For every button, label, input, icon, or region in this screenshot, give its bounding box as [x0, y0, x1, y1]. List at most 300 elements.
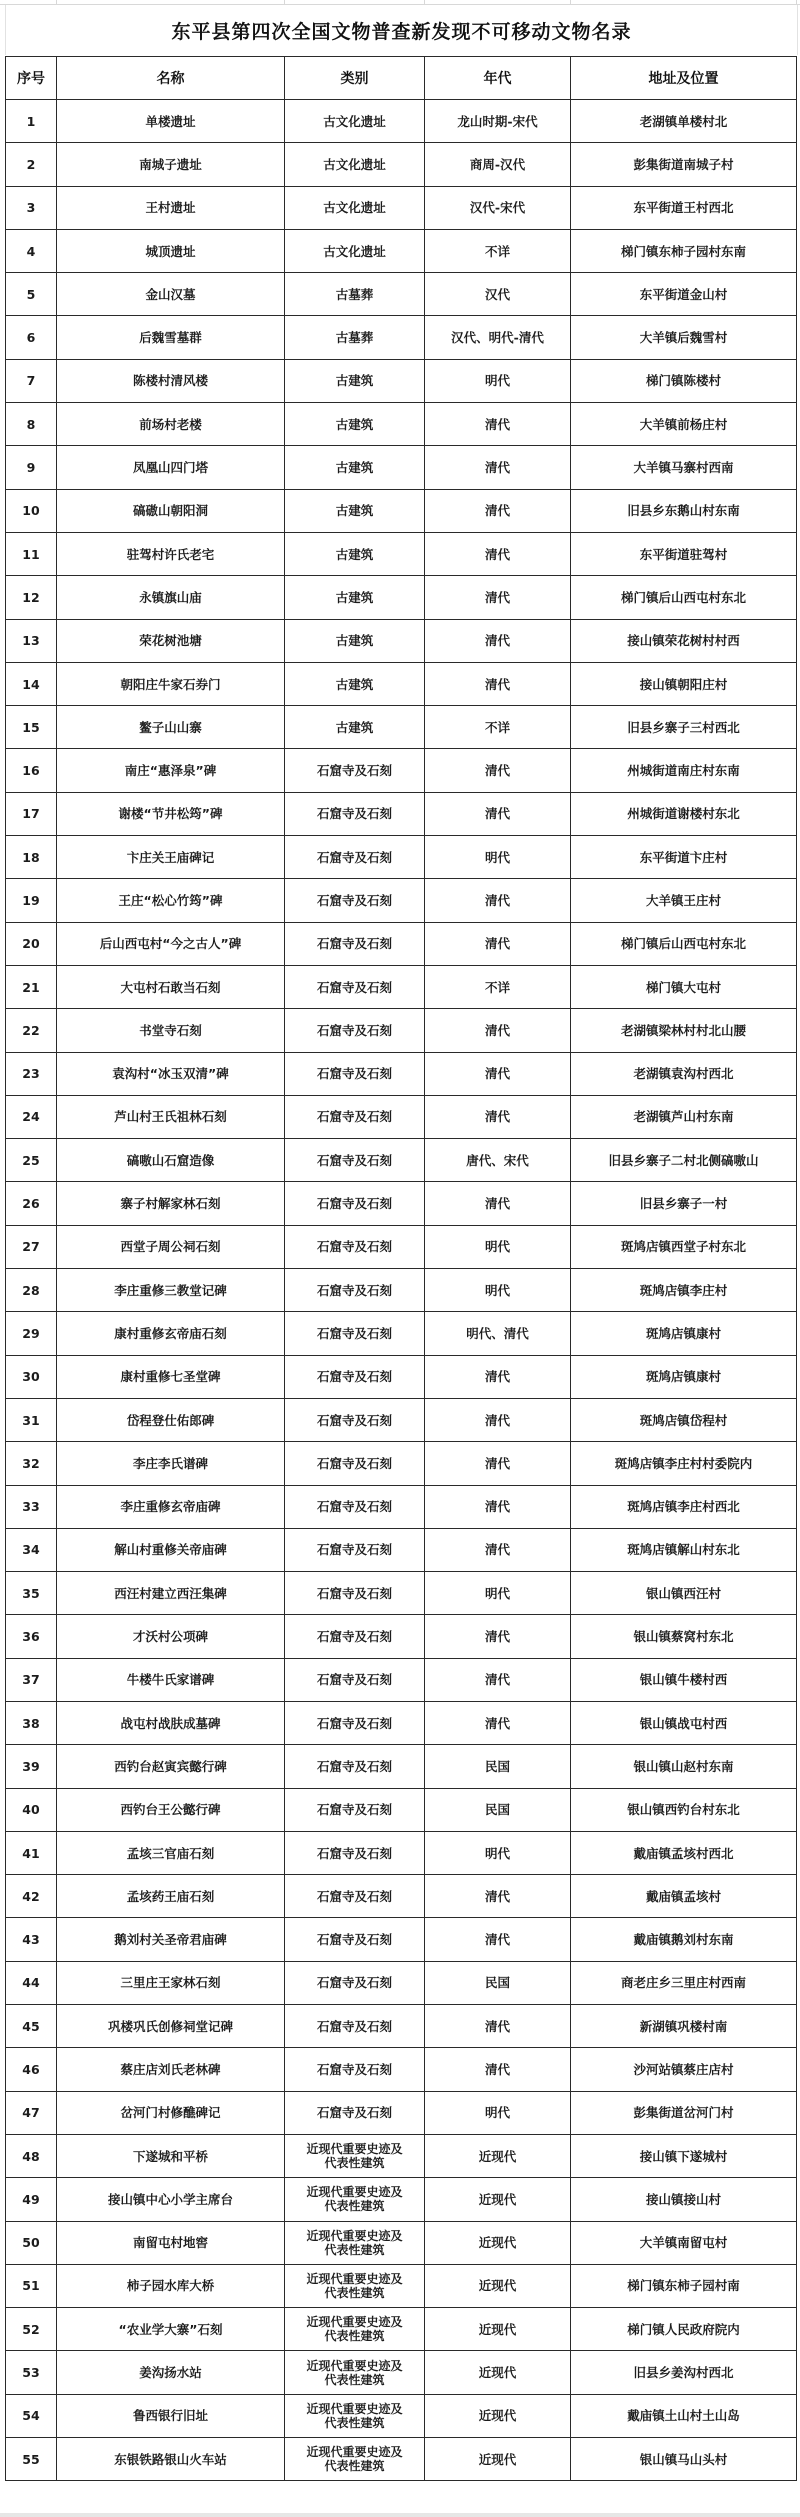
table-row [6, 1745, 797, 1788]
cell-era: 民国 [425, 1745, 571, 1788]
cell-name: “农业学大寨”石刻 [57, 2308, 285, 2351]
cell-location: 商老庄乡三里庄村西南 [571, 1961, 797, 2004]
cell-era: 唐代、宋代 [425, 1139, 571, 1182]
cell-category: 石窟寺及石刻 [285, 1745, 425, 1788]
cell-name: 王庄“松心竹筠”碑 [57, 879, 285, 922]
cell-era: 清代 [425, 1052, 571, 1095]
cell-era: 清代 [425, 792, 571, 835]
table-row [6, 576, 797, 619]
cell-index: 6 [6, 316, 57, 359]
table-row [6, 662, 797, 705]
table-row [6, 1961, 797, 2004]
cell-index: 40 [6, 1788, 57, 1831]
table-row [6, 922, 797, 965]
table-row [6, 1139, 797, 1182]
table-row [6, 1182, 797, 1225]
table-row [6, 1312, 797, 1355]
cell-index: 31 [6, 1398, 57, 1441]
cell-location: 州城街道南庄村东南 [571, 749, 797, 792]
cell-category: 石窟寺及石刻 [285, 1312, 425, 1355]
cell-era: 龙山时期-宋代 [425, 100, 571, 143]
cell-category: 石窟寺及石刻 [285, 1572, 425, 1615]
cell-era: 民国 [425, 1788, 571, 1831]
table-row [6, 1788, 797, 1831]
cell-location: 大羊镇前杨庄村 [571, 403, 797, 446]
cell-era: 清代 [425, 1442, 571, 1485]
cell-category: 近现代重要史迹及 代表性建筑 [285, 2438, 425, 2481]
table-header-row [6, 57, 797, 100]
table-row [6, 2351, 797, 2394]
cell-category: 石窟寺及石刻 [285, 1701, 425, 1744]
cell-location: 新湖镇巩楼村南 [571, 2005, 797, 2048]
table-row [6, 186, 797, 229]
cell-index: 2 [6, 143, 57, 186]
table-row [6, 2048, 797, 2091]
cell-name: 岔河门村修醮碑记 [57, 2091, 285, 2134]
cell-name: 王村遗址 [57, 186, 285, 229]
cell-location: 斑鸠店镇解山村东北 [571, 1528, 797, 1571]
table-row [6, 229, 797, 272]
cell-index: 27 [6, 1225, 57, 1268]
cell-era: 明代 [425, 359, 571, 402]
cell-name: 永镇旗山庙 [57, 576, 285, 619]
cell-category: 石窟寺及石刻 [285, 792, 425, 835]
cell-location: 戴庙镇鹅刘村东南 [571, 1918, 797, 1961]
table-row [6, 532, 797, 575]
cell-name: 康村重修玄帝庙石刻 [57, 1312, 285, 1355]
cell-index: 36 [6, 1615, 57, 1658]
cell-location: 斑鸠店镇康村 [571, 1355, 797, 1398]
table-row [6, 446, 797, 489]
cell-index: 1 [6, 100, 57, 143]
cell-location: 大羊镇马寨村西南 [571, 446, 797, 489]
cell-index: 35 [6, 1572, 57, 1615]
cell-category: 石窟寺及石刻 [285, 749, 425, 792]
cell-location: 梯门镇后山西屯村东北 [571, 922, 797, 965]
cell-location: 旧县乡寨子一村 [571, 1182, 797, 1225]
cell-name: 芦山村王氏祖林石刻 [57, 1095, 285, 1138]
cell-index: 11 [6, 532, 57, 575]
cell-category: 古文化遗址 [285, 143, 425, 186]
cell-index: 53 [6, 2351, 57, 2394]
cell-era: 清代 [425, 1182, 571, 1225]
cell-name: 柿子园水库大桥 [57, 2264, 285, 2307]
cell-era: 清代 [425, 1875, 571, 1918]
cell-index: 38 [6, 1701, 57, 1744]
cell-category: 石窟寺及石刻 [285, 2005, 425, 2048]
cell-location: 东平街道驻驾村 [571, 532, 797, 575]
cell-location: 戴庙镇孟垓村西北 [571, 1831, 797, 1874]
cell-name: 下遂城和平桥 [57, 2134, 285, 2177]
cell-name: 碻磝山朝阳洞 [57, 489, 285, 532]
cell-name: 谢楼“节井松筠”碑 [57, 792, 285, 835]
cell-era: 清代 [425, 662, 571, 705]
cell-name: 荣花树池塘 [57, 619, 285, 662]
cell-location: 戴庙镇土山村土山岛 [571, 2394, 797, 2437]
cell-category: 石窟寺及石刻 [285, 1225, 425, 1268]
cell-index: 34 [6, 1528, 57, 1571]
column-header-index: 序号 [6, 57, 57, 100]
table-row [6, 1398, 797, 1441]
table-row [6, 619, 797, 662]
table-row [6, 2005, 797, 2048]
heritage-list-table [5, 56, 797, 2481]
cell-index: 45 [6, 2005, 57, 2048]
cell-era: 清代 [425, 1485, 571, 1528]
cell-name: 岱程登仕佑郎碑 [57, 1398, 285, 1441]
table-row [6, 706, 797, 749]
cell-category: 石窟寺及石刻 [285, 1615, 425, 1658]
cell-era: 清代 [425, 1918, 571, 1961]
cell-index: 51 [6, 2264, 57, 2307]
cell-index: 16 [6, 749, 57, 792]
table-row [6, 1918, 797, 1961]
cell-category: 石窟寺及石刻 [285, 1961, 425, 2004]
cell-location: 州城街道谢楼村东北 [571, 792, 797, 835]
cell-index: 22 [6, 1009, 57, 1052]
cell-index: 4 [6, 229, 57, 272]
cell-index: 39 [6, 1745, 57, 1788]
cell-era: 清代 [425, 619, 571, 662]
table-row [6, 2134, 797, 2177]
cell-category: 石窟寺及石刻 [285, 1528, 425, 1571]
cell-name: 寨子村解家林石刻 [57, 1182, 285, 1225]
table-row [6, 792, 797, 835]
cell-location: 东平街道金山村 [571, 273, 797, 316]
cell-name: 南留屯村地窖 [57, 2221, 285, 2264]
cell-category: 石窟寺及石刻 [285, 1009, 425, 1052]
cell-category: 近现代重要史迹及 代表性建筑 [285, 2221, 425, 2264]
cell-category: 古建筑 [285, 662, 425, 705]
cell-location: 梯门镇人民政府院内 [571, 2308, 797, 2351]
cell-era: 近现代 [425, 2438, 571, 2481]
cell-category: 石窟寺及石刻 [285, 965, 425, 1008]
table-row [6, 879, 797, 922]
table-row [6, 1658, 797, 1701]
cell-location: 接山镇下遂城村 [571, 2134, 797, 2177]
cell-category: 石窟寺及石刻 [285, 1182, 425, 1225]
cell-era: 近现代 [425, 2351, 571, 2394]
cell-name: 巩楼巩氏创修祠堂记碑 [57, 2005, 285, 2048]
cell-index: 55 [6, 2438, 57, 2481]
cell-location: 接山镇朝阳庄村 [571, 662, 797, 705]
cell-era: 清代 [425, 489, 571, 532]
cell-category: 石窟寺及石刻 [285, 1485, 425, 1528]
cell-category: 古墓葬 [285, 273, 425, 316]
cell-era: 汉代 [425, 273, 571, 316]
cell-era: 明代 [425, 1269, 571, 1312]
cell-category: 古建筑 [285, 706, 425, 749]
table-row [6, 2091, 797, 2134]
cell-location: 梯门镇大屯村 [571, 965, 797, 1008]
cell-era: 清代 [425, 922, 571, 965]
table-row [6, 749, 797, 792]
cell-location: 银山镇战屯村西 [571, 1701, 797, 1744]
cell-location: 旧县乡寨子三村西北 [571, 706, 797, 749]
cell-era: 近现代 [425, 2394, 571, 2437]
cell-index: 26 [6, 1182, 57, 1225]
cell-category: 石窟寺及石刻 [285, 1918, 425, 1961]
cell-category: 石窟寺及石刻 [285, 879, 425, 922]
cell-era: 清代 [425, 1398, 571, 1441]
cell-location: 接山镇荣花树村村西 [571, 619, 797, 662]
cell-index: 15 [6, 706, 57, 749]
cell-era: 清代 [425, 446, 571, 489]
cell-era: 清代 [425, 403, 571, 446]
cell-name: 西钓台赵寅宾懿行碑 [57, 1745, 285, 1788]
table-row [6, 403, 797, 446]
cell-name: 卞庄关王庙碑记 [57, 836, 285, 879]
cell-index: 18 [6, 836, 57, 879]
cell-location: 大羊镇王庄村 [571, 879, 797, 922]
column-header-name: 名称 [57, 57, 285, 100]
cell-era: 近现代 [425, 2308, 571, 2351]
table-row [6, 2264, 797, 2307]
cell-index: 29 [6, 1312, 57, 1355]
cell-category: 石窟寺及石刻 [285, 836, 425, 879]
cell-name: 西堂子周公祠石刻 [57, 1225, 285, 1268]
cell-category: 石窟寺及石刻 [285, 1788, 425, 1831]
cell-category: 古文化遗址 [285, 100, 425, 143]
table-row [6, 359, 797, 402]
cell-category: 近现代重要史迹及 代表性建筑 [285, 2351, 425, 2394]
cell-location: 老湖镇梁林村村北山腰 [571, 1009, 797, 1052]
cell-location: 斑鸠店镇西堂子村东北 [571, 1225, 797, 1268]
cell-name: 凤凰山四门塔 [57, 446, 285, 489]
table-row [6, 143, 797, 186]
cell-category: 石窟寺及石刻 [285, 1398, 425, 1441]
table-row [6, 1485, 797, 1528]
cell-index: 8 [6, 403, 57, 446]
cell-name: 李庄李氏谱碑 [57, 1442, 285, 1485]
cell-era: 清代 [425, 1615, 571, 1658]
cell-category: 石窟寺及石刻 [285, 1875, 425, 1918]
cell-location: 银山镇马山头村 [571, 2438, 797, 2481]
cell-index: 13 [6, 619, 57, 662]
cell-name: 西汪村建立西汪集碑 [57, 1572, 285, 1615]
cell-era: 汉代、明代-清代 [425, 316, 571, 359]
cell-era: 近现代 [425, 2221, 571, 2264]
gridline [284, 0, 285, 4]
cell-category: 近现代重要史迹及 代表性建筑 [285, 2134, 425, 2177]
cell-era: 明代 [425, 1831, 571, 1874]
cell-era: 近现代 [425, 2264, 571, 2307]
gridline [424, 0, 425, 4]
table-row [6, 1442, 797, 1485]
cell-category: 古建筑 [285, 532, 425, 575]
cell-name: 鹅刘村关圣帝君庙碑 [57, 1918, 285, 1961]
cell-era: 不详 [425, 229, 571, 272]
cell-category: 古建筑 [285, 619, 425, 662]
cell-era: 清代 [425, 1528, 571, 1571]
cell-location: 银山镇山赵村东南 [571, 1745, 797, 1788]
table-row [6, 1009, 797, 1052]
cell-name: 战屯村战肤成墓碑 [57, 1701, 285, 1744]
table-row [6, 2221, 797, 2264]
cell-category: 近现代重要史迹及 代表性建筑 [285, 2308, 425, 2351]
cell-name: 陈楼村清风楼 [57, 359, 285, 402]
cell-era: 汉代-宋代 [425, 186, 571, 229]
cell-index: 23 [6, 1052, 57, 1095]
cell-name: 孟垓药王庙石刻 [57, 1875, 285, 1918]
cell-category: 石窟寺及石刻 [285, 922, 425, 965]
cell-index: 5 [6, 273, 57, 316]
cell-name: 碻嗷山石窟造像 [57, 1139, 285, 1182]
cell-category: 近现代重要史迹及 代表性建筑 [285, 2178, 425, 2221]
cell-era: 清代 [425, 1701, 571, 1744]
cell-era: 明代 [425, 836, 571, 879]
cell-era: 不详 [425, 706, 571, 749]
cell-category: 近现代重要史迹及 代表性建筑 [285, 2264, 425, 2307]
cell-category: 石窟寺及石刻 [285, 1355, 425, 1398]
table-row [6, 1225, 797, 1268]
cell-location: 旧县乡东鹅山村东南 [571, 489, 797, 532]
cell-index: 48 [6, 2134, 57, 2177]
table-row [6, 316, 797, 359]
cell-index: 21 [6, 965, 57, 1008]
gridline [796, 0, 797, 4]
cell-location: 斑鸠店镇李庄村 [571, 1269, 797, 1312]
cell-name: 单楼遗址 [57, 100, 285, 143]
cell-era: 清代 [425, 1009, 571, 1052]
cell-location: 老湖镇袁沟村西北 [571, 1052, 797, 1095]
cell-era: 明代 [425, 1225, 571, 1268]
cell-era: 近现代 [425, 2178, 571, 2221]
cell-index: 9 [6, 446, 57, 489]
cell-index: 7 [6, 359, 57, 402]
cell-location: 银山镇西汪村 [571, 1572, 797, 1615]
cell-index: 54 [6, 2394, 57, 2437]
cell-location: 沙河站镇蔡庄店村 [571, 2048, 797, 2091]
cell-era: 清代 [425, 1658, 571, 1701]
cell-name: 姜沟扬水站 [57, 2351, 285, 2394]
cell-location: 银山镇蔡窝村东北 [571, 1615, 797, 1658]
table-row [6, 1701, 797, 1744]
cell-location: 老湖镇芦山村东南 [571, 1095, 797, 1138]
cell-index: 37 [6, 1658, 57, 1701]
cell-index: 24 [6, 1095, 57, 1138]
cell-location: 斑鸠店镇岱程村 [571, 1398, 797, 1441]
cell-index: 47 [6, 2091, 57, 2134]
table-row [6, 2308, 797, 2351]
cell-era: 清代 [425, 1355, 571, 1398]
cell-index: 19 [6, 879, 57, 922]
cell-era: 清代 [425, 2048, 571, 2091]
cell-era: 民国 [425, 1961, 571, 2004]
cell-era: 商周-汉代 [425, 143, 571, 186]
cell-era: 清代 [425, 2005, 571, 2048]
cell-index: 17 [6, 792, 57, 835]
cell-name: 后山西屯村“今之古人”碑 [57, 922, 285, 965]
cell-name: 大屯村石敢当石刻 [57, 965, 285, 1008]
table-row [6, 2438, 797, 2481]
cell-location: 梯门镇东柿子园村南 [571, 2264, 797, 2307]
cell-index: 33 [6, 1485, 57, 1528]
cell-era: 清代 [425, 1095, 571, 1138]
cell-name: 牛楼牛氏家谱碑 [57, 1658, 285, 1701]
cell-index: 41 [6, 1831, 57, 1874]
cell-index: 3 [6, 186, 57, 229]
cell-name: 孟垓三官庙石刻 [57, 1831, 285, 1874]
cell-location: 戴庙镇孟垓村 [571, 1875, 797, 1918]
cell-name: 鳌子山山寨 [57, 706, 285, 749]
table-row [6, 1875, 797, 1918]
cell-location: 大羊镇后魏雪村 [571, 316, 797, 359]
cell-category: 石窟寺及石刻 [285, 2091, 425, 2134]
cell-era: 清代 [425, 576, 571, 619]
cell-index: 42 [6, 1875, 57, 1918]
cell-name: 朝阳庄牛家石券门 [57, 662, 285, 705]
cell-location: 梯门镇陈楼村 [571, 359, 797, 402]
cell-location: 东平街道卞庄村 [571, 836, 797, 879]
cell-location: 银山镇西钓台村东北 [571, 1788, 797, 1831]
cell-name: 南庄“惠泽泉”碑 [57, 749, 285, 792]
cell-category: 石窟寺及石刻 [285, 1095, 425, 1138]
cell-category: 石窟寺及石刻 [285, 1831, 425, 1874]
cell-index: 49 [6, 2178, 57, 2221]
table-row [6, 2394, 797, 2437]
cell-category: 古文化遗址 [285, 229, 425, 272]
cell-name: 康村重修七圣堂碑 [57, 1355, 285, 1398]
cell-era: 清代 [425, 532, 571, 575]
cell-index: 46 [6, 2048, 57, 2091]
cell-index: 44 [6, 1961, 57, 2004]
cell-location: 梯门镇后山西屯村东北 [571, 576, 797, 619]
cell-category: 古建筑 [285, 403, 425, 446]
cell-name: 后魏雪墓群 [57, 316, 285, 359]
cell-location: 梯门镇东柿子园村东南 [571, 229, 797, 272]
cell-index: 14 [6, 662, 57, 705]
cell-name: 李庄重修三教堂记碑 [57, 1269, 285, 1312]
cell-name: 接山镇中心小学主席台 [57, 2178, 285, 2221]
cell-index: 32 [6, 1442, 57, 1485]
cell-category: 古建筑 [285, 359, 425, 402]
cell-name: 才沃村公项碑 [57, 1615, 285, 1658]
cell-location: 老湖镇单楼村北 [571, 100, 797, 143]
table-row [6, 1095, 797, 1138]
cell-index: 50 [6, 2221, 57, 2264]
cell-location: 大羊镇南留屯村 [571, 2221, 797, 2264]
table-body [6, 100, 797, 2481]
gridline [570, 0, 571, 4]
cell-name: 南城子遗址 [57, 143, 285, 186]
cell-index: 20 [6, 922, 57, 965]
cell-category: 古墓葬 [285, 316, 425, 359]
column-header-era: 年代 [425, 57, 571, 100]
cell-name: 东银铁路银山火车站 [57, 2438, 285, 2481]
cell-location: 彭集街道南城子村 [571, 143, 797, 186]
cell-category: 近现代重要史迹及 代表性建筑 [285, 2394, 425, 2437]
cell-name: 西钓台王公懿行碑 [57, 1788, 285, 1831]
table-row [6, 273, 797, 316]
cell-category: 石窟寺及石刻 [285, 2048, 425, 2091]
title-cell [5, 5, 798, 55]
table-row [6, 1355, 797, 1398]
cell-era: 明代、清代 [425, 1312, 571, 1355]
cell-category: 古文化遗址 [285, 186, 425, 229]
cell-name: 城顶遗址 [57, 229, 285, 272]
cell-era: 清代 [425, 879, 571, 922]
cell-location: 斑鸠店镇李庄村西北 [571, 1485, 797, 1528]
cell-era: 近现代 [425, 2134, 571, 2177]
cell-name: 袁沟村“冰玉双清”碑 [57, 1052, 285, 1095]
cell-era: 明代 [425, 2091, 571, 2134]
cell-era: 明代 [425, 1572, 571, 1615]
spreadsheet-bottom-edge [0, 2513, 800, 2517]
table-row [6, 1269, 797, 1312]
column-header-category: 类别 [285, 57, 425, 100]
cell-category: 石窟寺及石刻 [285, 1658, 425, 1701]
